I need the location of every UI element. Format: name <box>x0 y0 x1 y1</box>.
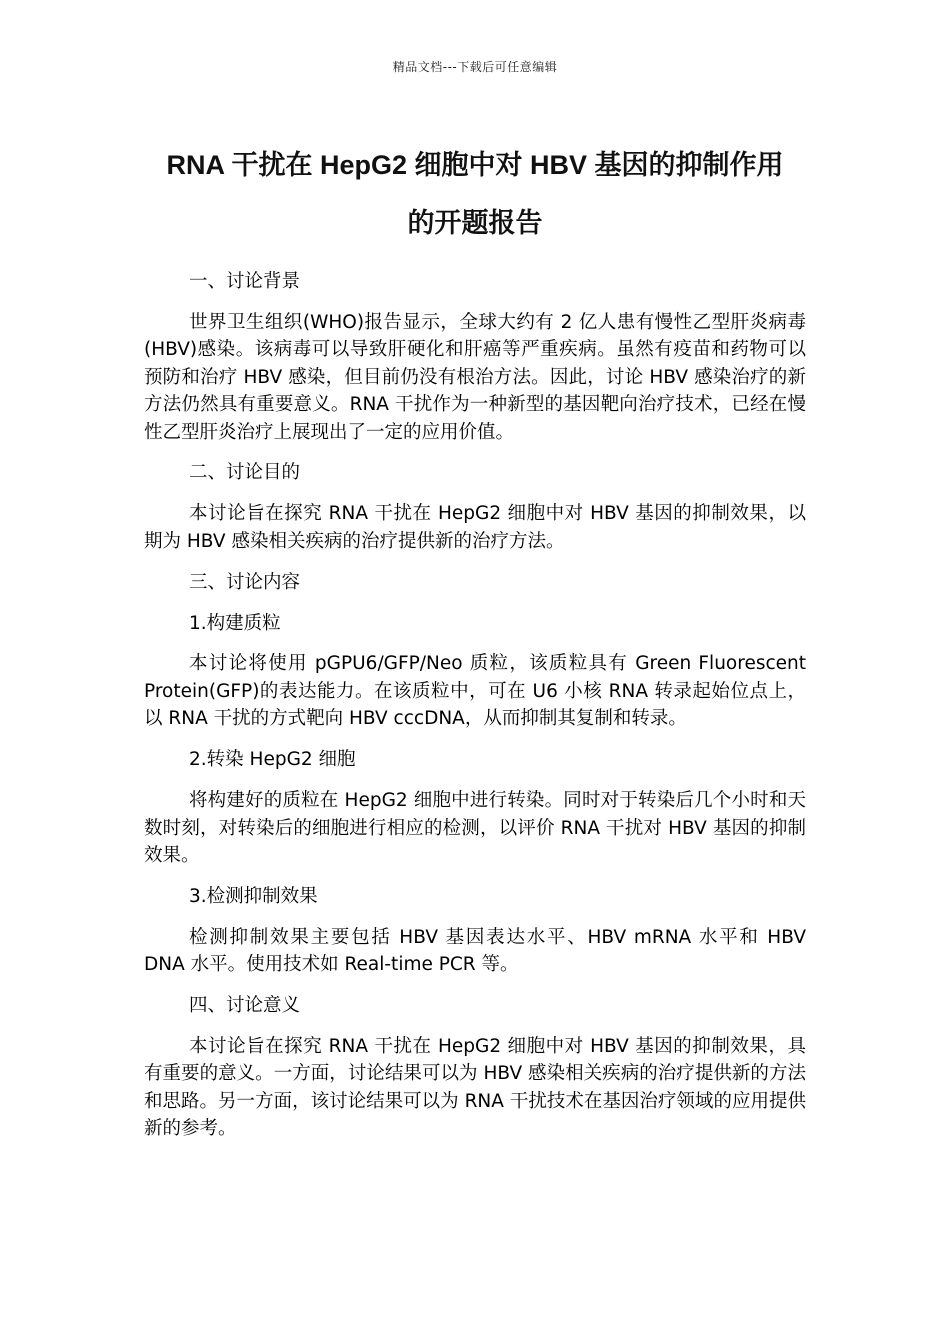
paragraph-purpose: 本讨论旨在探究 RNA 干扰在 HepG2 细胞中对 HBV 基因的抑制效果，以期为 HBV 感染相关疾病的治疗提供新的治疗方法。 <box>144 503 806 552</box>
page-header-note: 精品文档---下载后可任意编辑 <box>392 60 558 74</box>
paragraph-background: 世界卫生组织(WHO)报告显示，全球大约有 2 亿人患有慢性乙型肝炎病毒(HBV)感染。该病毒可以导致肝硬化和肝癌等严重疾病。虽然有疫苗和药物可以预防和治疗 HBV 感染，但目前仍没有根治方法。因此，讨论 HBV 感染治疗的新方法仍然具有重要意义。RNA 干扰作为一种新型的基因靶向治疗技术，已经在慢性乙型肝炎治疗上展现出了一定的应用价值。 <box>144 311 806 443</box>
section-heading-background: 一、讨论背景 <box>189 271 301 292</box>
subheading-construct-plasmid: 1.构建质粒 <box>189 612 281 634</box>
title-line-2: 的开题报告 <box>407 208 543 238</box>
section-heading-significance: 四、讨论意义 <box>189 995 301 1017</box>
title-line-1: RNA 干扰在 HepG2 细胞中对 HBV 基因的抑制作用 <box>166 150 784 180</box>
paragraph-detection: 检测抑制效果主要包括 HBV 基因表达水平、HBV mRNA 水平和 HBV DNA 水平。使用技术如 Real-time PCR 等。 <box>144 926 806 976</box>
paragraph-transfection: 将构建好的质粒在 HepG2 细胞中进行转染。同时对于转染后几个小时和天数时刻，对转染后的细胞进行相应的检测，以评价 RNA 干扰对 HBV 基因的抑制效果。 <box>144 790 806 866</box>
paragraph-construct-plasmid: 本讨论将使用 pGPU6/GFP/Neo 质粒，该质粒具有 Green Fluorescent Protein(GFP)的表达能力。在该质粒中，可在 U6 小核 RNA 转录起始位点上，以 RNA 干扰的方式靶向 HBV cccDNA，从而抑制其复制和转录。 <box>144 653 806 730</box>
subheading-detection: 3.检测抑制效果 <box>189 885 318 907</box>
document-title <box>120 136 830 252</box>
section-heading-content: 三、讨论内容 <box>189 571 301 593</box>
paragraph-significance: 本讨论旨在探究 RNA 干扰在 HepG2 细胞中对 HBV 基因的抑制效果，具有重要的意义。一方面，讨论结果可以为 HBV 感染相关疾病的治疗提供新的方法和思路。另一方面，该讨论结果可以为 RNA 干扰技术在基因治疗领域的应用提供新的参考。 <box>144 1035 806 1140</box>
subheading-transfection: 2.转染 HepG2 细胞 <box>189 749 356 771</box>
section-heading-purpose: 二、讨论目的 <box>189 462 301 484</box>
document-body <box>144 268 806 1156</box>
